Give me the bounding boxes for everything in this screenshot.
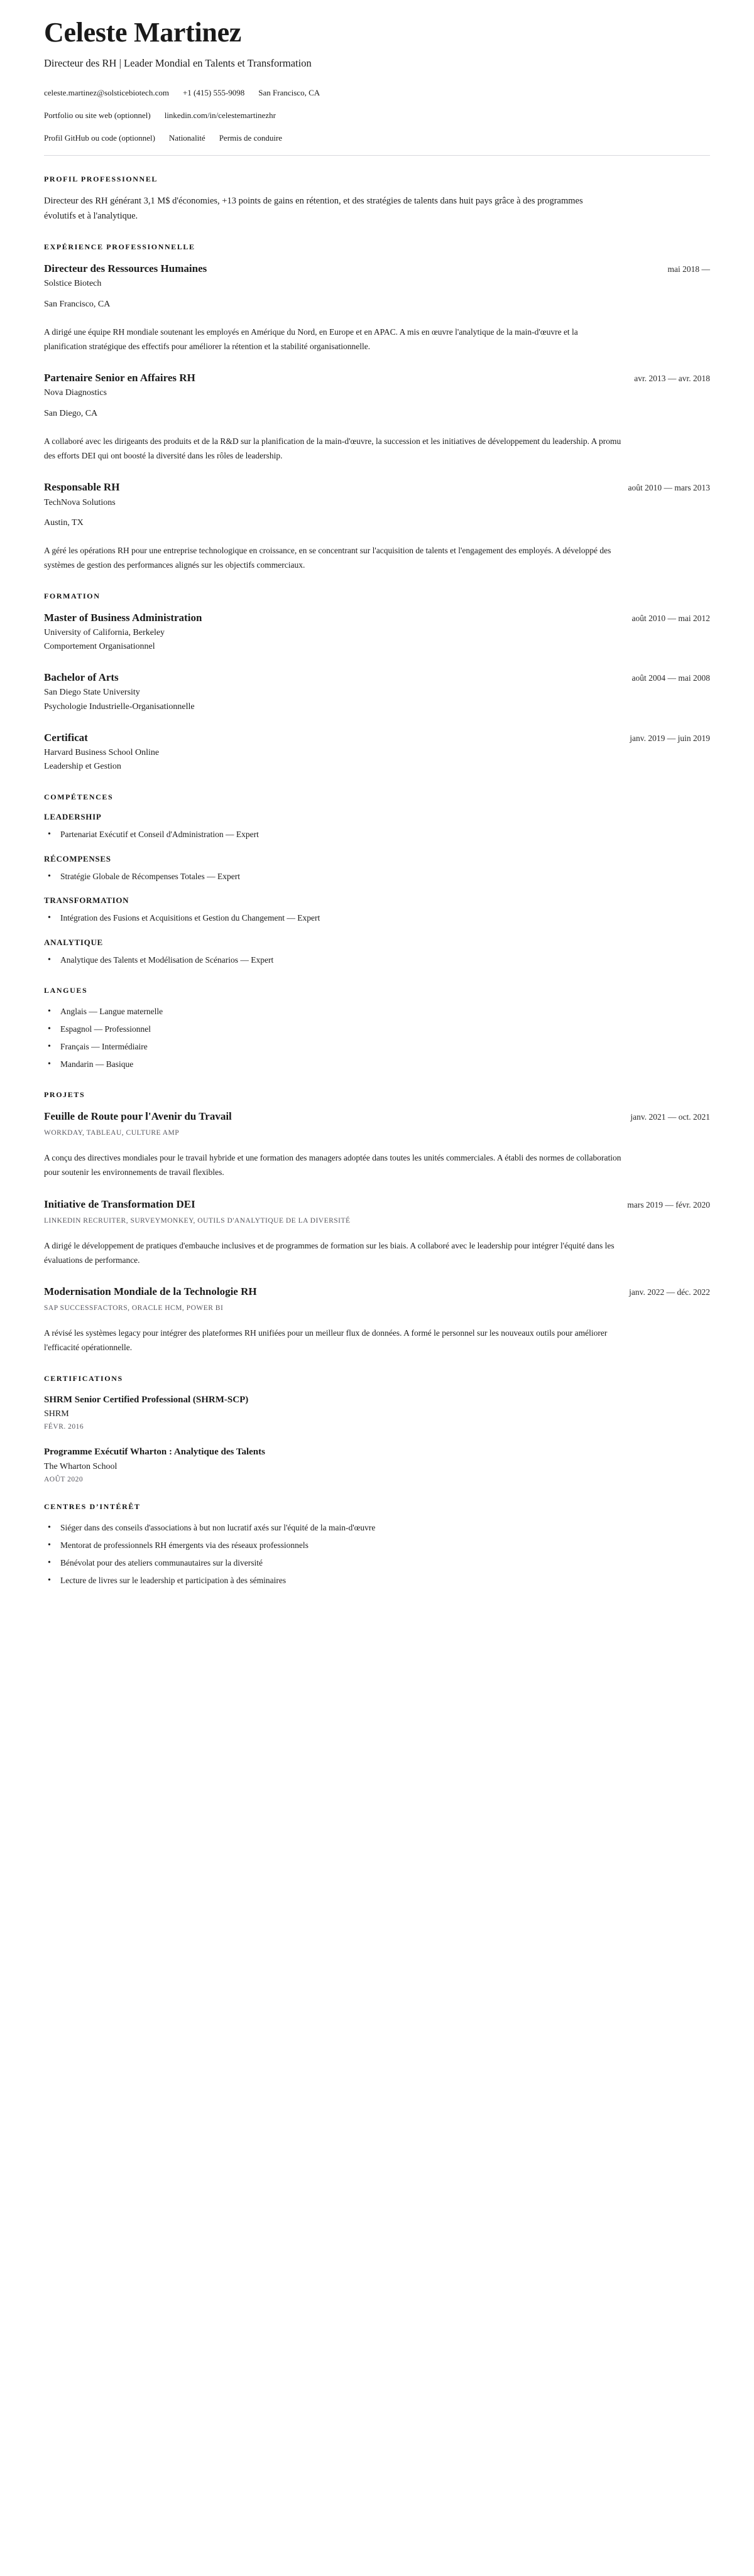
skill-group (44, 938, 710, 967)
candidate-headline: Directeur des RH | Leader Mondial en Talents et Transformation (44, 57, 312, 70)
skill-list (44, 828, 710, 842)
certification-entry (44, 1446, 710, 1483)
project-entry (44, 1110, 710, 1180)
language-item: • Espagnol — Professionnel (44, 1023, 710, 1036)
project-stack: WORKDAY, TABLEAU, CULTURE AMP (44, 1129, 180, 1137)
contact-row-primary (44, 87, 710, 99)
experience-entry (44, 262, 710, 354)
contact-row-extra (44, 133, 710, 144)
degree-dates: janv. 2019 — juin 2019 (630, 733, 710, 743)
education-entry (44, 731, 710, 774)
job-title: Responsable RH (44, 481, 120, 494)
interest-item: • Mentorat de professionnels RH émergents via des réseaux professionnels (44, 1539, 710, 1552)
job-title: Partenaire Senior en Affaires RH (44, 372, 195, 384)
project-entry (44, 1198, 710, 1268)
job-title: Directeur des Ressources Humaines (44, 262, 207, 275)
project-entry-head (44, 1285, 710, 1299)
field-of-study: Psychologie Industrielle-Organisationnelle (44, 701, 195, 712)
job-dates: août 2010 — mars 2013 (628, 483, 710, 493)
job-description: A dirigé une équipe RH mondiale soutenant les employés en Amérique du Nord, en Europe et en APAC. A mis en œuvre l'analytique de la main-d'œuvre et la planification stratégique des effectifs pour améliorer la rétention et la stabilité organisationnelle. (44, 327, 578, 352)
school-name: San Diego State University (44, 688, 140, 698)
section-title-skills: COMPÉTENCES (44, 792, 114, 801)
project-stack: LINKEDIN RECRUITER, SURVEYMONKEY, OUTILS D'ANALYTIQUE DE LA DIVERSITÉ (44, 1216, 351, 1225)
skill-list (44, 912, 710, 925)
experience-entry-head (44, 480, 710, 494)
degree-name: Bachelor of Arts (44, 671, 119, 684)
interest-item: • Bénévolat pour des ateliers communautaires sur la diversité (44, 1557, 710, 1570)
job-dates: mai 2018 — (667, 264, 710, 274)
linkedin-link[interactable]: linkedin.com/in/celestemartinezhr (164, 110, 276, 120)
header-divider (44, 155, 710, 156)
school-name: University of California, Berkeley (44, 627, 165, 637)
skill-group (44, 896, 710, 925)
language-item: • Mandarin — Basique (44, 1058, 710, 1071)
interest-list (44, 1522, 710, 1588)
project-entry-head (44, 1198, 710, 1211)
section-interests (44, 1502, 710, 1588)
project-entry-head (44, 1110, 710, 1123)
degree-name: Master of Business Administration (44, 611, 202, 624)
section-projects (44, 1090, 710, 1355)
education-entry (44, 611, 710, 654)
experience-entry (44, 371, 710, 463)
job-location: Austin, TX (44, 517, 84, 528)
summary-text: Directeur des RH générant 3,1 M$ d'économies, +13 points de gains en rétention, et des stratégies de talents dans huit pays grâce à des programmes évolutifs et à l'analytique. (44, 196, 583, 221)
field-of-study: Comportement Organisationnel (44, 641, 155, 651)
skill-group (44, 854, 710, 884)
email-text[interactable]: celeste.martinez@solsticebiotech.com (44, 87, 169, 97)
education-entry-head (44, 731, 710, 745)
language-item: • Français — Intermédiaire (44, 1041, 710, 1054)
experience-entry-head (44, 371, 710, 385)
job-dates: avr. 2013 — avr. 2018 (634, 374, 710, 384)
certification-name: Programme Exécutif Wharton : Analytique des Talents (44, 1447, 265, 1458)
portfolio-label[interactable]: Portfolio ou site web (optionnel) (44, 110, 151, 120)
section-education (44, 592, 710, 774)
skill-item: • Intégration des Fusions et Acquisitions et Gestion du Changement — Expert (44, 912, 710, 925)
location-text: San Francisco, CA (258, 87, 320, 97)
section-title-summary: PROFIL PROFESSIONNEL (44, 175, 158, 184)
certification-date: AOÛT 2020 (44, 1476, 84, 1484)
skill-list (44, 870, 710, 884)
section-title-education: FORMATION (44, 591, 101, 600)
skill-item: • Partenariat Exécutif et Conseil d'Administration — Expert (44, 828, 710, 842)
job-company: TechNova Solutions (44, 497, 116, 507)
section-title-projects: PROJETS (44, 1090, 85, 1099)
job-location: San Diego, CA (44, 408, 98, 418)
language-item: • Anglais — Langue maternelle (44, 1005, 710, 1019)
project-dates: janv. 2021 — oct. 2021 (630, 1112, 710, 1122)
education-entry-head (44, 611, 710, 625)
section-languages (44, 986, 710, 1071)
experience-entry-head (44, 262, 710, 276)
section-title-languages: LANGUES (44, 986, 88, 995)
job-description: A collaboré avec les dirigeants des produits et de la R&D sur la planification de la main-d'œuvre, la succession et les initiatives de développement du leadership. A promu des efforts DEI qui ont boosté la diversité dans les rôles de leadership. (44, 436, 621, 461)
section-title-interests: CENTRES D’INTÉRÊT (44, 1502, 141, 1512)
certification-name: SHRM Senior Certified Professional (SHRM-SCP) (44, 1394, 249, 1405)
skill-list (44, 954, 710, 967)
project-description: A conçu des directives mondiales pour le travail hybride et une formation des managers adoptée dans toutes les unités commerciales. A établi des normes de collaboration pour soutenir les environnements de travail flexibles. (44, 1153, 621, 1177)
skill-item: • Analytique des Talents et Modélisation de Scénarios — Expert (44, 954, 710, 967)
job-description: A géré les opérations RH pour une entreprise technologique en croissance, en se concentrant sur l'acquisition de talents et l'engagement des employés. A développé des systèmes de gestion des performances alignés sur les objectifs commerciaux. (44, 546, 611, 570)
education-entry-head (44, 671, 710, 685)
school-name: Harvard Business School Online (44, 748, 160, 758)
education-entry (44, 671, 710, 713)
section-skills (44, 793, 710, 968)
job-company: Nova Diagnostics (44, 388, 107, 398)
degree-dates: août 2010 — mai 2012 (631, 613, 710, 623)
section-summary (44, 175, 710, 224)
section-title-experience: EXPÉRIENCE PROFESSIONNELLE (44, 242, 195, 252)
section-certifications (44, 1374, 710, 1484)
github-label[interactable]: Profil GitHub ou code (optionnel) (44, 133, 155, 143)
job-location: San Francisco, CA (44, 299, 111, 309)
candidate-name: Celeste Martinez (44, 17, 242, 48)
project-stack: SAP SUCCESSFACTORS, ORACLE HCM, POWER BI (44, 1304, 224, 1312)
project-description: A révisé les systèmes legacy pour intégrer des plateformes RH unifiées pour un meilleur flux de données. A formé le personnel sur les nouveaux outils pour améliorer l'efficacité opérationnelle. (44, 1328, 608, 1353)
skill-group (44, 812, 710, 842)
project-name: Modernisation Mondiale de la Technologie RH (44, 1285, 257, 1298)
nationality-label: Nationalité (168, 133, 205, 143)
degree-dates: août 2004 — mai 2008 (631, 673, 710, 683)
driving-license-label: Permis de conduire (219, 133, 283, 143)
project-name: Initiative de Transformation DEI (44, 1198, 195, 1210)
resume-header (44, 18, 710, 156)
section-title-certifications: CERTIFICATIONS (44, 1373, 123, 1383)
interest-item: • Lecture de livres sur le leadership et participation à des séminaires (44, 1574, 710, 1588)
project-name: Feuille de Route pour l'Avenir du Travail (44, 1110, 232, 1122)
section-experience (44, 242, 710, 572)
skill-item: • Stratégie Globale de Récompenses Totales — Expert (44, 870, 710, 884)
project-description: A dirigé le développement de pratiques d'embauche inclusives et de programmes de formation sur les biais. A collaboré avec le leadership pour intégrer l'équité dans les évaluations de performance. (44, 1240, 615, 1265)
interest-item: • Siéger dans des conseils d'associations à but non lucratif axés sur l'équité de la main-d'œuvre (44, 1522, 710, 1535)
project-dates: mars 2019 — févr. 2020 (627, 1199, 710, 1210)
experience-entry (44, 480, 710, 572)
field-of-study: Leadership et Gestion (44, 762, 121, 772)
skill-group-title: ANALYTIQUE (44, 938, 103, 948)
project-dates: janv. 2022 — déc. 2022 (629, 1287, 710, 1297)
skill-group-title: RÉCOMPENSES (44, 853, 111, 863)
phone-text[interactable]: +1 (415) 555-9098 (182, 87, 245, 97)
project-entry (44, 1285, 710, 1355)
language-list (44, 1005, 710, 1071)
certification-entry (44, 1394, 710, 1431)
job-company: Solstice Biotech (44, 279, 102, 289)
skill-group-title: LEADERSHIP (44, 811, 102, 821)
certification-issuer: The Wharton School (44, 1461, 117, 1471)
contact-row-links (44, 110, 710, 121)
skill-group-title: TRANSFORMATION (44, 896, 129, 906)
degree-name: Certificat (44, 731, 88, 744)
certification-issuer: SHRM (44, 1409, 69, 1419)
certification-date: FÉVR. 2016 (44, 1423, 84, 1431)
